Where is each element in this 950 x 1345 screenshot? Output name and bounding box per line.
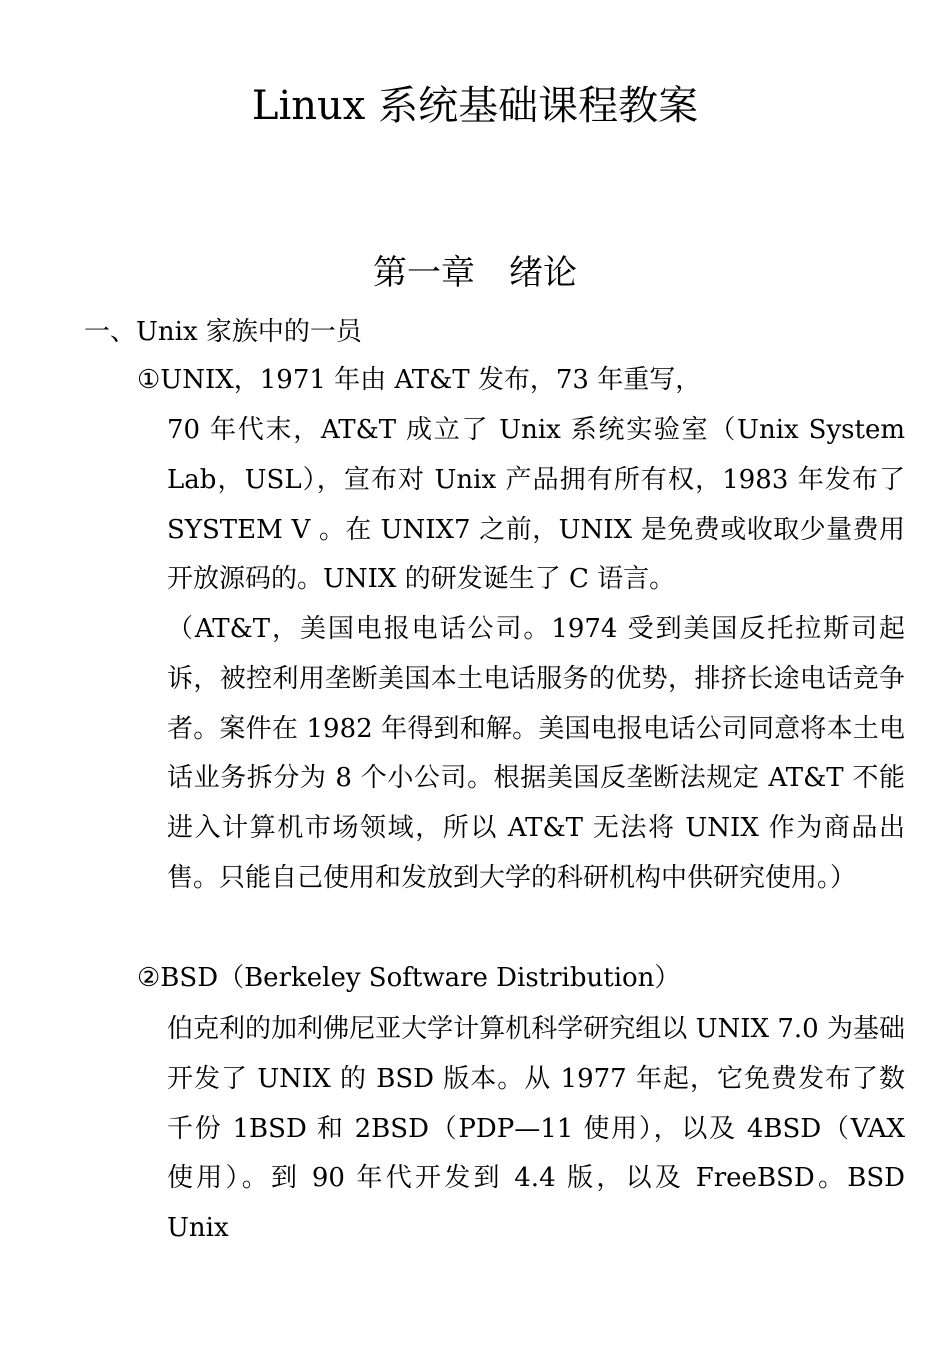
- document-title: Linux 系统基础课程教案: [251, 83, 699, 129]
- paragraph-bsd-history: 伯克利的加利佛尼亚大学计算机科学研究组以 UNIX 7.0 为基础开发了 UNIX 的 BSD 版本。从 1977 年起，它免费发布了数千份 1BSD 和 2BSD（PDP—11 使用），以及 4BSD（VAX 使用）。到 90 年代开发到 4.4 版，以及 FreeBSD。BSD Unix: [167, 1014, 905, 1244]
- item-heading-unix: ①UNIX，1971 年由 AT&T 发布，73 年重写，: [137, 365, 702, 395]
- paragraph-unix-history: 70 年代末，AT&T 成立了 Unix 系统实验室（Unix System Lab，USL），宣布对 Unix 产品拥有所有权，1983 年发布了 SYSTEM V 。在 UNIX7 之前，UNIX 是免费或收取少量费用开放源码的。UNIX 的研发诞生了 C 语言。: [167, 415, 905, 595]
- chapter-title: 第一章 绪论: [373, 253, 577, 293]
- section-heading: 一、Unix 家族中的一员: [84, 317, 362, 347]
- item-heading-bsd: ②BSD（Berkeley Software Distribution）: [137, 963, 681, 993]
- paragraph-att-note: （AT&T，美国电报电话公司。1974 受到美国反托拉斯司起诉，被控利用垄断美国本土电话服务的优势，排挤长途电话竞争者。案件在 1982 年得到和解。美国电报电话公司同意将本土电话业务拆分为 8 个小公司。根据美国反垄断法规定 AT&T 不能进入计算机市场领域，所以 AT&T 无法将 UNIX 作为商品出售。只能自己使用和发放到大学的科研机构中供研究使用。）: [167, 614, 905, 893]
